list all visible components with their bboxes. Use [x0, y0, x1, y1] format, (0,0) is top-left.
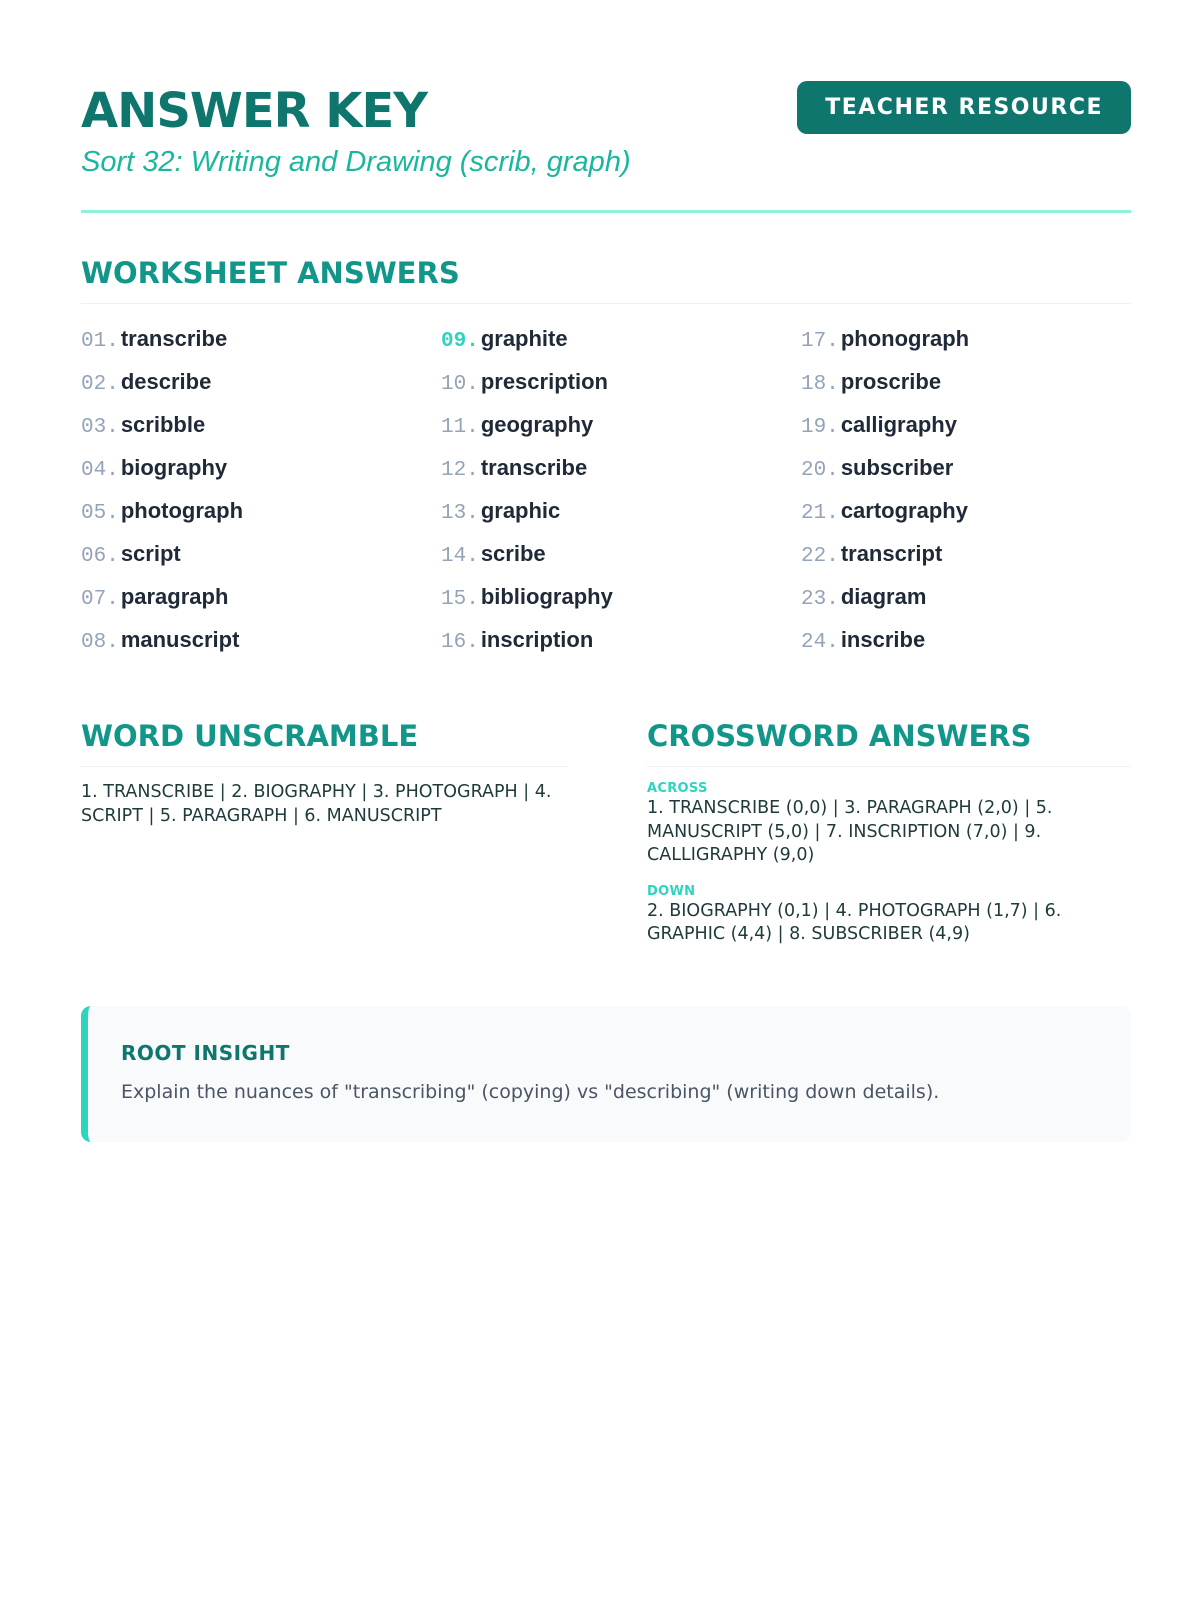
answer-number: 18.: [801, 373, 839, 396]
answer-word: transcript: [840, 541, 943, 566]
worksheet-answers-heading: WORKSHEET ANSWERS: [81, 255, 1131, 304]
answer-word: diagram: [840, 584, 927, 609]
answer-word: inscription: [480, 627, 594, 652]
answer-word: describe: [120, 369, 212, 394]
answer-item: [801, 370, 1141, 413]
answer-number: 20.: [801, 459, 839, 482]
answer-item: [801, 585, 1141, 628]
answer-item: [81, 327, 421, 370]
answers-grid: [81, 327, 1131, 667]
answer-number: 03.: [81, 416, 119, 439]
answer-word: bibliography: [480, 584, 613, 609]
answer-number: 24.: [801, 631, 839, 654]
root-insight-box: [81, 1006, 1131, 1142]
answer-number: 01.: [81, 330, 119, 353]
answer-word: proscribe: [840, 369, 942, 394]
answer-number: 07.: [81, 588, 119, 611]
root-insight-text: Explain the nuances of "transcribing" (copying) vs "describing" (writing down details).: [121, 1081, 940, 1103]
answer-item: [801, 542, 1141, 585]
answer-number: 11.: [441, 416, 479, 439]
word-unscramble-section: [81, 718, 567, 828]
answer-word: geography: [480, 412, 594, 437]
answer-number-highlighted: 09.: [441, 330, 479, 353]
answer-key-page: [81, 78, 1131, 1103]
answer-item: [81, 542, 421, 585]
answer-word: graphic: [480, 498, 561, 523]
answer-item: [441, 413, 781, 456]
answer-word: manuscript: [120, 627, 240, 652]
answer-item: [81, 585, 421, 628]
teacher-resource-badge: TEACHER RESOURCE: [797, 81, 1131, 134]
answer-number: 13.: [441, 502, 479, 525]
answer-word: scribe: [480, 541, 546, 566]
answers-column-3: [801, 327, 1141, 671]
worksheet-answers-section: [81, 255, 1131, 667]
answer-word: transcribe: [480, 455, 588, 480]
answer-number: 14.: [441, 545, 479, 568]
answer-item: [441, 370, 781, 413]
answer-word: phonograph: [840, 326, 970, 351]
answer-item: [801, 327, 1141, 370]
across-answers: 1. TRANSCRIBE (0,0) | 3. PARAGRAPH (2,0) | 5. MANUSCRIPT (5,0) | 7. INSCRIPTION (7,0) | 9. CALLIGRAPHY (9,0): [647, 798, 1053, 865]
answer-word: paragraph: [120, 584, 229, 609]
page-title: ANSWER KEY: [81, 83, 428, 139]
answer-item: [441, 585, 781, 628]
answers-column-2: [441, 327, 781, 671]
answer-item: [801, 499, 1141, 542]
answer-number: 15.: [441, 588, 479, 611]
crossword-answers-section: [647, 718, 1131, 947]
answer-number: 19.: [801, 416, 839, 439]
answer-item: [441, 499, 781, 542]
answer-number: 02.: [81, 373, 119, 396]
answer-number: 23.: [801, 588, 839, 611]
down-label: DOWN: [647, 883, 696, 899]
answer-number: 16.: [441, 631, 479, 654]
down-answers: 2. BIOGRAPHY (0,1) | 4. PHOTOGRAPH (1,7) | 6. GRAPHIC (4,4) | 8. SUBSCRIBER (4,9): [647, 900, 1062, 944]
answer-number: 04.: [81, 459, 119, 482]
answer-number: 22.: [801, 545, 839, 568]
crossword-answers-heading: CROSSWORD ANSWERS: [647, 718, 1131, 767]
answer-word: photograph: [120, 498, 244, 523]
across-label: ACROSS: [647, 781, 708, 796]
answer-word: subscriber: [840, 455, 954, 480]
answer-item: [441, 628, 781, 671]
answer-item: [81, 499, 421, 542]
answer-word: graphite: [480, 326, 568, 351]
answer-word: cartography: [840, 498, 968, 523]
answer-item: [801, 456, 1141, 499]
word-unscramble-answers: 1. TRANSCRIBE | 2. BIOGRAPHY | 3. PHOTOGRAPH | 4. SCRIPT | 5. PARAGRAPH | 6. MANUSCRIPT: [81, 782, 552, 826]
word-unscramble-heading: WORD UNSCRAMBLE: [81, 718, 567, 767]
page-header: [81, 78, 1131, 213]
answer-item: [801, 413, 1141, 456]
answer-item: [441, 327, 781, 370]
answer-number: 12.: [441, 459, 479, 482]
answer-number: 17.: [801, 330, 839, 353]
answer-number: 06.: [81, 545, 119, 568]
answer-item: [81, 628, 421, 671]
answer-number: 05.: [81, 502, 119, 525]
page-subtitle: Sort 32: Writing and Drawing (scrib, graph): [81, 146, 631, 178]
answer-number: 21.: [801, 502, 839, 525]
root-insight-title: ROOT INSIGHT: [121, 1041, 290, 1065]
answer-number: 10.: [441, 373, 479, 396]
answer-word: calligraphy: [840, 412, 957, 437]
answer-item: [801, 628, 1141, 671]
answer-word: script: [120, 541, 181, 566]
answer-item: [441, 542, 781, 585]
answer-number: 08.: [81, 631, 119, 654]
answer-word: inscribe: [840, 627, 926, 652]
answer-item: [81, 456, 421, 499]
answer-item: [441, 456, 781, 499]
answers-column-1: [81, 327, 421, 671]
answer-word: prescription: [480, 369, 608, 394]
answer-word: biography: [120, 455, 228, 480]
answer-item: [81, 413, 421, 456]
answer-item: [81, 370, 421, 413]
answer-word: transcribe: [120, 326, 228, 351]
answer-word: scribble: [120, 412, 206, 437]
